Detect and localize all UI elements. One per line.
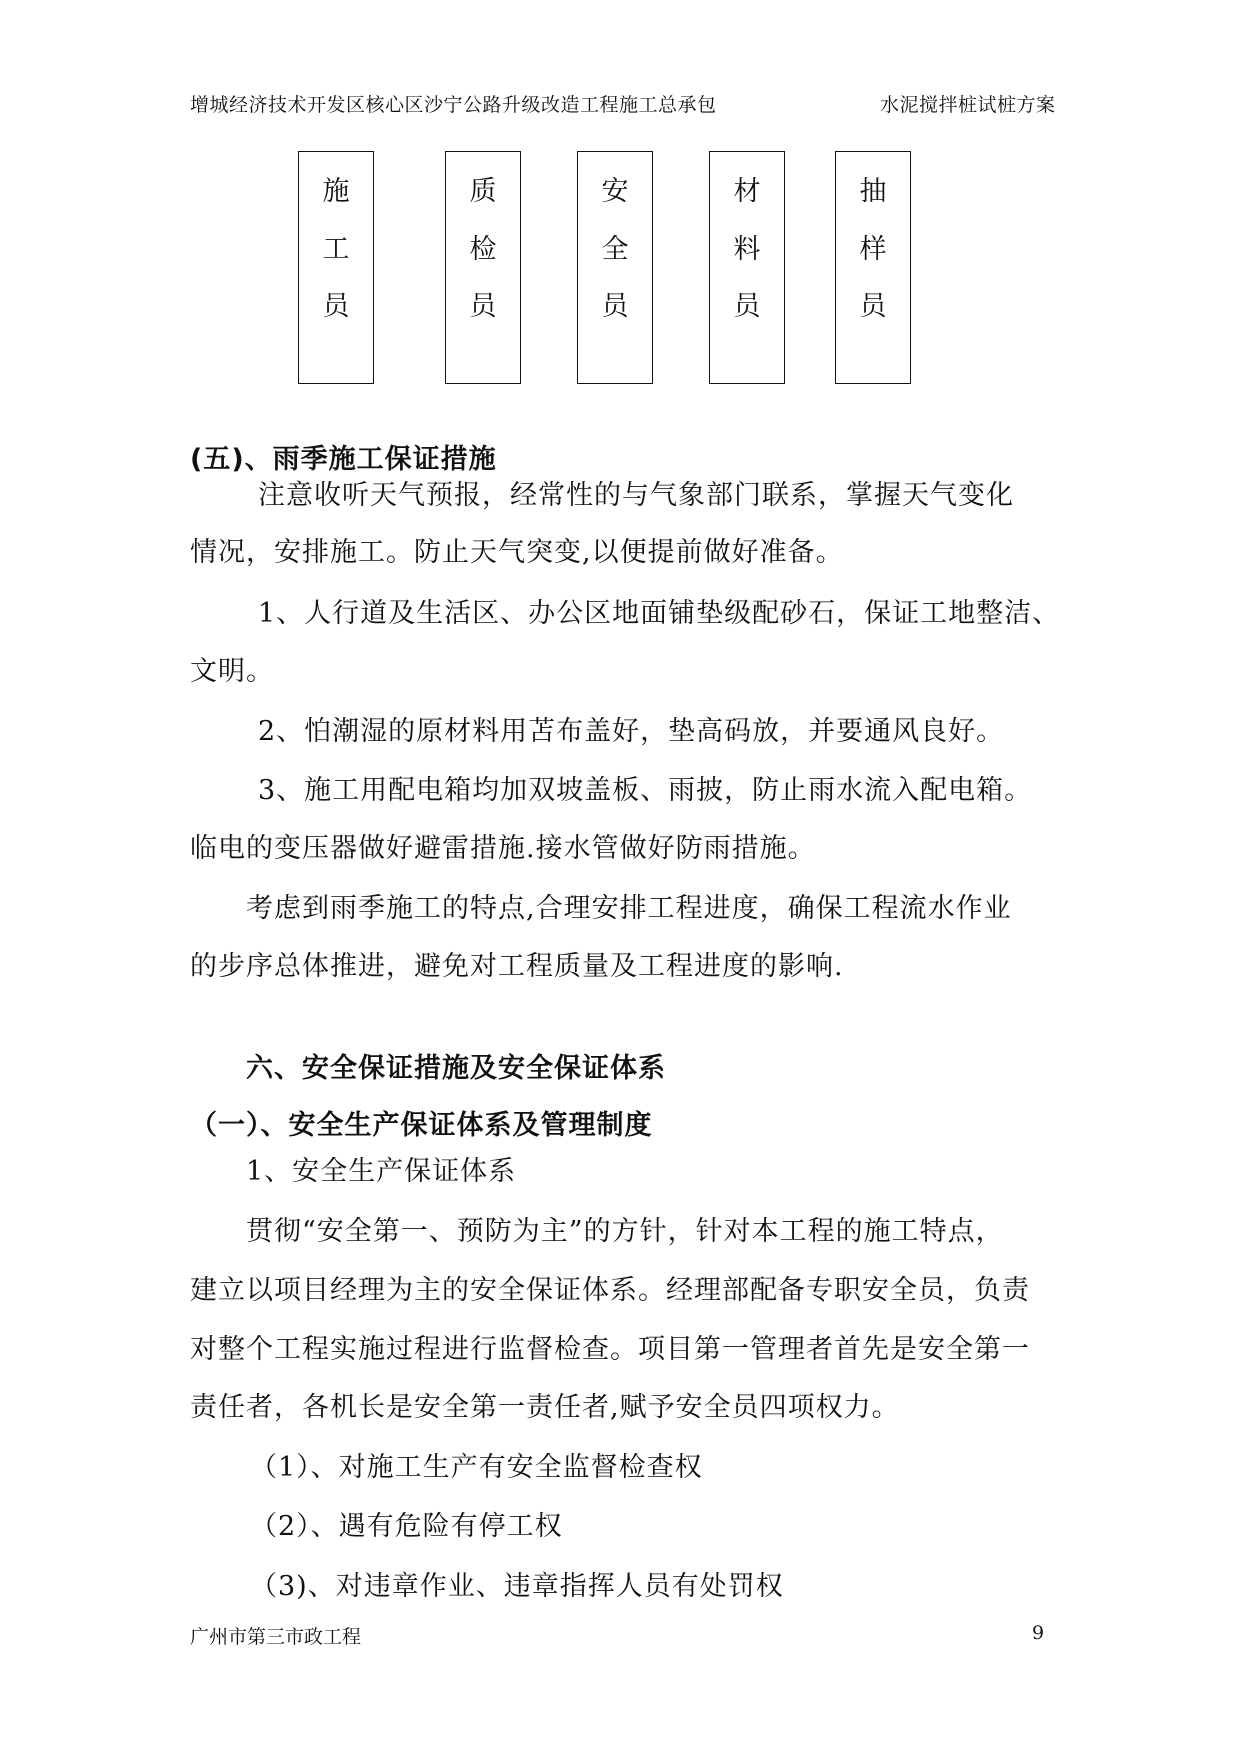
section6-subheading: （一）、安全生产保证体系及管理制度 [190,1110,653,1141]
role-char: 检 [469,234,497,265]
role-char: 员 [469,291,497,322]
role-box-sampling-officer [835,151,911,384]
section5-heading: (五)、雨季施工保证措施 [190,444,497,475]
role-char: 施 [322,176,350,207]
section5-closing-line2: 的步序总体推进，避免对工程质量及工程进度的影响. [190,951,844,982]
section6-paragraph-line4: 责任者，各机长是安全第一责任者,赋予安全员四项权力。 [190,1392,900,1423]
role-char: 员 [601,291,629,322]
section6-paragraph-line1: 贯彻“安全第一、预防为主”的方针，针对本工程的施工特点， [246,1216,1004,1247]
safety-power-1: （1）、对施工生产有安全监督检查权 [250,1452,703,1483]
section5-item2: 2、怕潮湿的原材料用苫布盖好，垫高码放，并要通风良好。 [258,716,1005,747]
section5-item3-line1: 3、施工用配电箱均加双坡盖板、雨披，防止雨水流入配电箱。 [258,775,1033,806]
role-char: 员 [733,291,761,322]
section6-item-title: 1、安全生产保证体系 [246,1156,517,1187]
section5-intro-line1: 注意收听天气预报，经常性的与气象部门联系，掌握天气变化 [258,480,1014,511]
role-char: 安 [601,176,629,207]
section6-paragraph-line2: 建立以项目经理为主的安全保证体系。经理部配备专职安全员，负责 [190,1275,1030,1306]
role-char: 质 [469,176,497,207]
page-number: 9 [1032,1622,1045,1644]
role-char: 工 [322,234,350,265]
section5-closing-line1: 考虑到雨季施工的特点,合理安排工程进度，确保工程流水作业 [246,893,1012,924]
section5-item3-line2: 临电的变压器做好避雷措施.接水管做好防雨措施。 [190,833,816,864]
role-char: 全 [601,234,629,265]
footer-company-name: 广州市第三市政工程 [190,1626,362,1648]
section5-item1-line1: 1、人行道及生活区、办公区地面铺垫级配砂石，保证工地整洁、 [258,598,1061,629]
role-char: 料 [733,234,761,265]
role-char: 抽 [859,176,887,207]
safety-power-3: （3)、对违章作业、违章指挥人员有处罚权 [250,1571,784,1602]
section5-intro-line2: 情况，安排施工。防止天气突变,以便提前做好准备。 [190,537,844,568]
safety-power-2: （2）、遇有危险有停工权 [250,1511,563,1542]
header-project-title: 增城经济技术开发区核心区沙宁公路升级改造工程施工总承包 [190,94,717,116]
header-document-title: 水泥搅拌桩试桩方案 [880,94,1056,116]
role-char: 员 [859,291,887,322]
role-char: 材 [733,176,761,207]
role-char: 员 [322,291,350,322]
section6-heading: 六、安全保证措施及安全保证体系 [246,1053,666,1084]
section5-item1-line2: 文明。 [190,656,274,687]
role-box-construction-worker [298,151,374,384]
role-char: 样 [859,234,887,265]
section6-paragraph-line3: 对整个工程实施过程进行监督检查。项目第一管理者首先是安全第一 [190,1334,1030,1365]
role-box-material-officer [709,151,785,384]
role-box-quality-inspector [445,151,521,384]
role-box-safety-officer [577,151,653,384]
